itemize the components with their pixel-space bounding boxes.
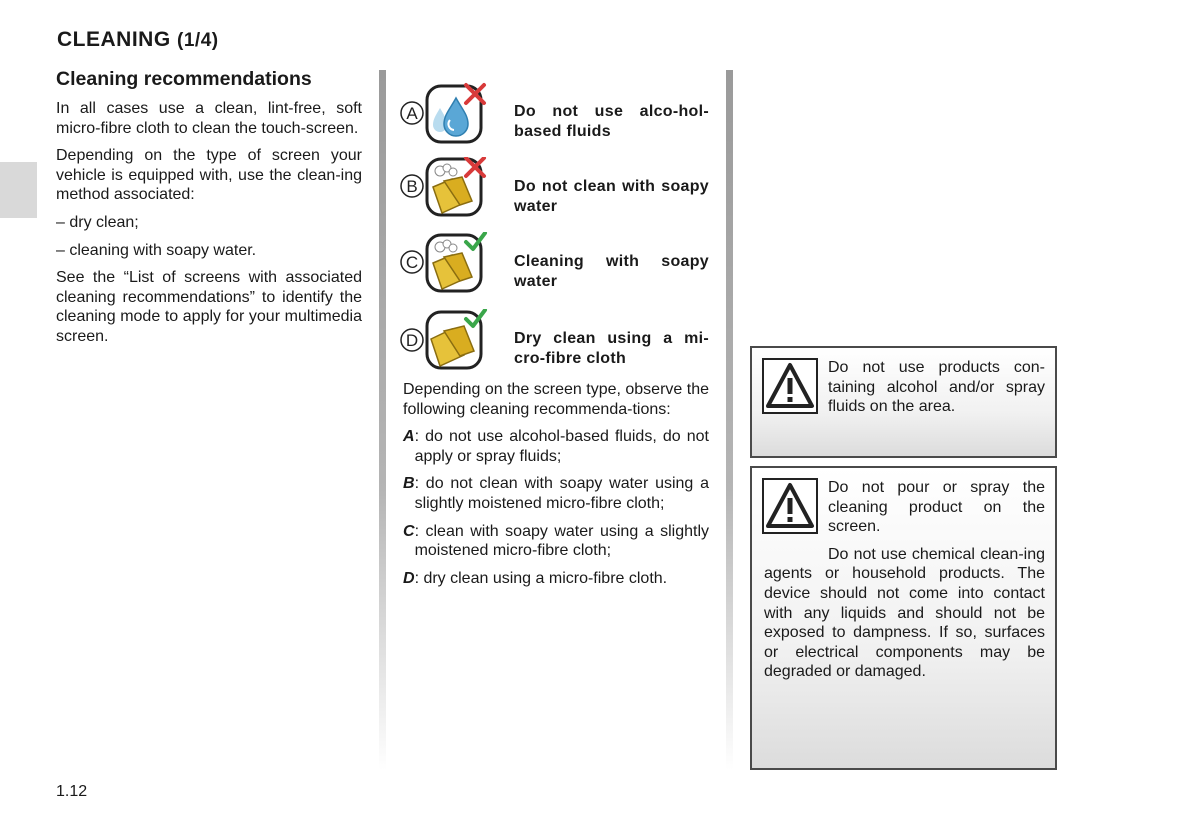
observe-column [403, 380, 709, 596]
bullet-soapy-water: – cleaning with soapy water. [56, 241, 257, 259]
svg-text:C: C [405, 253, 419, 272]
recommendations-column [56, 66, 362, 355]
icon-row-d [400, 309, 712, 375]
intro-paragraph: In all cases use a clean, lint-free, soft micro-fibre cloth to clean the touch-screen. [56, 100, 362, 137]
item-text: : do not clean with soapy water using a slightly moistened micro-fibre cloth; [414, 475, 709, 512]
observe-intro: Depending on the screen type, observe the following cleaning recommenda-tions: [403, 381, 709, 418]
item-text: : do not use alcohol-based fluids, do not apply or spray fluids; [414, 428, 709, 465]
svg-text:D: D [405, 331, 419, 350]
item-label: D [403, 569, 415, 587]
icon-caption: Do not clean with soapy water [514, 178, 709, 215]
icon-row-b [400, 157, 712, 223]
see-list-paragraph: See the “List of screens with associated cleaning recommendations” to identify the cleaning mode to apply for your multimedia screen. [56, 269, 362, 345]
warning-text: Do not pour or spray the cleaning product on the screen. [828, 479, 1045, 536]
list-item [403, 427, 709, 466]
item-text: : clean with soapy water using a slightly moistened micro-fibre cloth; [414, 522, 709, 560]
list-item [403, 569, 709, 589]
list-item [403, 474, 709, 513]
page-number: 1.12 [56, 783, 88, 800]
icon-caption: Dry clean using a mi-cro-fibre cloth [514, 330, 709, 367]
icon-row-c [400, 232, 712, 298]
title-part: (1/4) [177, 30, 219, 51]
warning-box-spray [750, 466, 1057, 770]
item-label: B [403, 475, 415, 493]
icon-caption: Do not use alco-hol-based fluids [514, 103, 709, 140]
chapter-tab [0, 162, 37, 218]
page-title [57, 28, 219, 52]
soapy-cloth-icon [400, 232, 500, 298]
column-divider [726, 70, 733, 770]
item-label: C [403, 522, 415, 540]
item-label: A [403, 428, 415, 446]
svg-text:B: B [406, 177, 418, 196]
warning-icon [762, 478, 818, 534]
warning-text-detail: Do not use chemical clean-ing agents or household products. The device should not come into contact with any liquids and should not be exposed to dampness. If so, surfaces or electrical components may be degraded or damaged. [764, 545, 1045, 681]
list-item [403, 522, 709, 561]
droplet-icon [400, 82, 500, 148]
cloth-icon [400, 309, 500, 375]
item-text: : dry clean using a micro-fibre cloth. [414, 569, 668, 587]
section-heading: Cleaning recommendations [56, 68, 312, 90]
warning-icon [762, 358, 818, 414]
svg-text:A: A [406, 104, 418, 123]
soapy-cloth-icon [400, 157, 500, 223]
warning-box-alcohol [750, 346, 1057, 458]
title-text: CLEANING [57, 28, 171, 51]
bullet-dry-clean: – dry clean; [56, 213, 139, 231]
column-divider [379, 70, 386, 770]
depending-paragraph: Depending on the type of screen your vehicle is equipped with, use the clean-ing method associated: [56, 147, 362, 204]
icon-caption: Cleaning with soapy water [514, 253, 709, 290]
warning-text: Do not use products con-taining alcohol and/or spray fluids on the area. [828, 359, 1045, 416]
icon-row-a [400, 82, 712, 148]
